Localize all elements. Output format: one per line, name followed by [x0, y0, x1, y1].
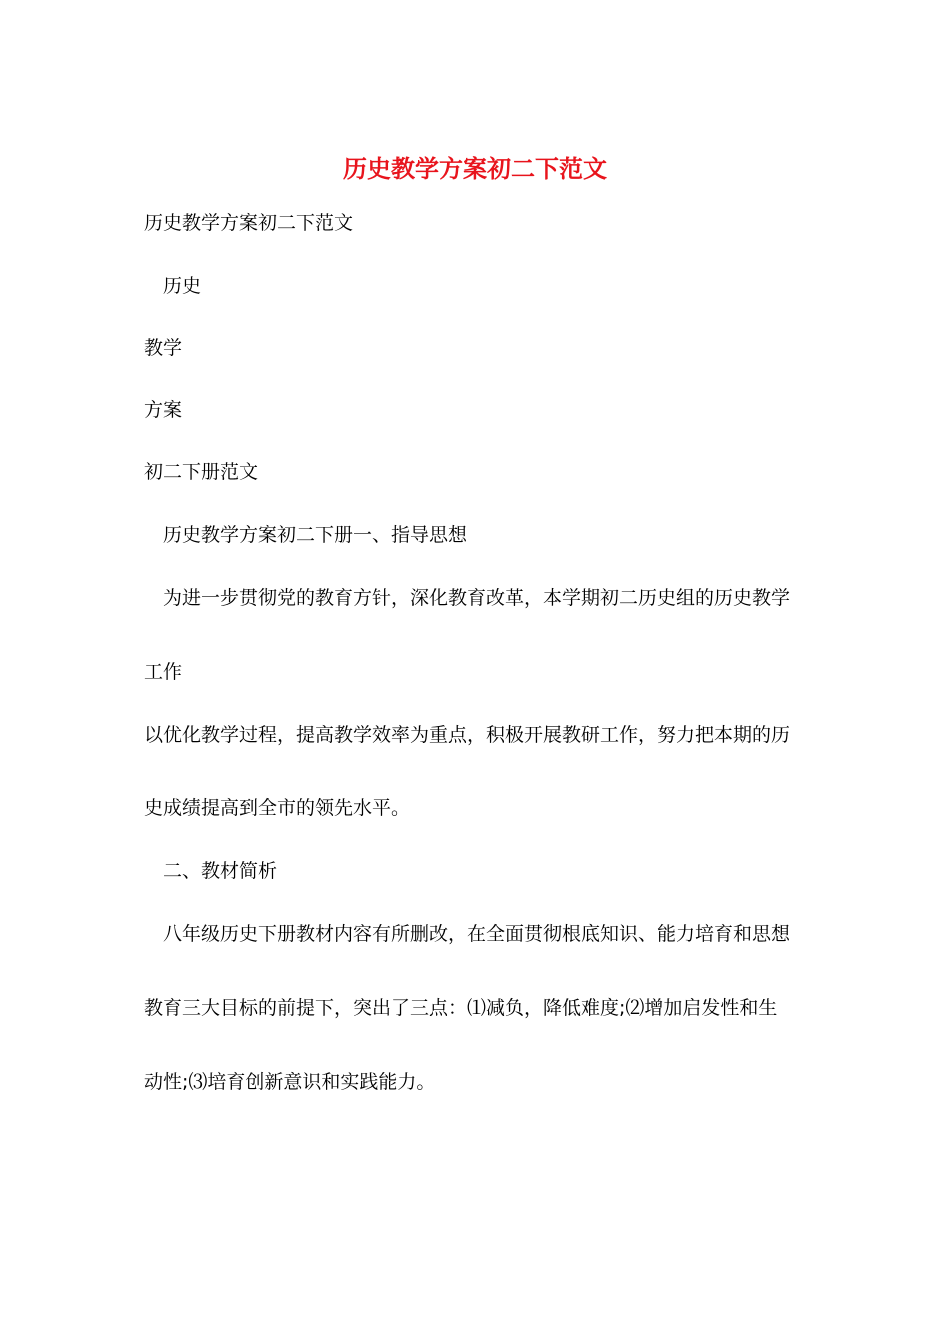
paragraph: 以优化教学过程，提高教学效率为重点，积极开展教研工作，努力把本期的历 [144, 724, 791, 746]
paragraph: 方案 [144, 399, 183, 421]
paragraph: 为进一步贯彻党的教育方针，深化教育改革，本学期初二历史组的历史教学 [163, 587, 791, 609]
document-title: 历史教学方案初二下范文 [343, 154, 607, 183]
section-heading-guiding-ideology: 历史教学方案初二下册一、指导思想 [163, 524, 468, 546]
paragraph: 教学 [144, 337, 183, 359]
paragraph: 史成绩提高到全市的领先水平。 [144, 797, 411, 819]
paragraph: 工作 [144, 661, 183, 683]
section-heading-textbook-analysis: 二、教材简析 [163, 860, 278, 882]
paragraph-subtitle: 历史教学方案初二下范文 [144, 212, 354, 234]
paragraph: 教育三大目标的前提下，突出了三点：⑴减负，降低难度;⑵增加启发性和生 [144, 997, 778, 1019]
paragraph: 初二下册范文 [144, 461, 259, 483]
paragraph: 八年级历史下册教材内容有所删改，在全面贯彻根底知识、能力培育和思想 [163, 923, 791, 945]
paragraph: 动性;⑶培育创新意识和实践能力。 [144, 1071, 436, 1093]
paragraph: 历史 [163, 275, 202, 297]
